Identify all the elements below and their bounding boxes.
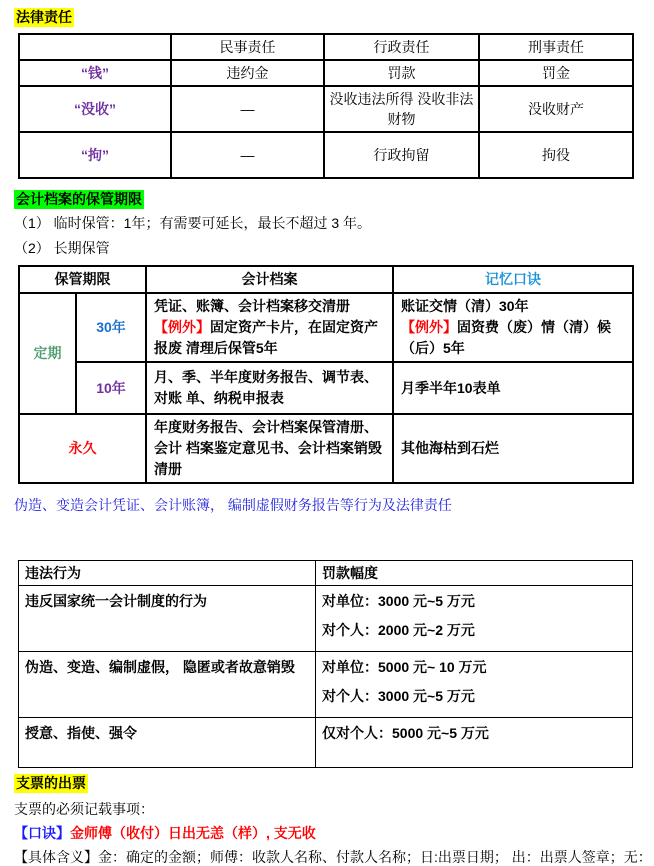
t2-30y-archive [146,293,393,362]
t2-30y-archive-main: 凭证、账簿、会计档案移交清册 [154,298,350,314]
t2-10y-mnemonic: 月季半年10表单 [393,362,633,414]
t3-row3-fines [316,718,633,768]
t2-30y-period: 30年 [76,293,146,362]
t2-header-archive: 会计档案 [146,266,393,293]
t2-30y-archive-exception: 固定资产卡片，在固定资产报废 清理后保管5年 [154,319,378,356]
t1-detain-criminal: 拘役 [479,132,633,178]
archive-retention-title: 会计档案的保管期限 [16,191,142,207]
t2-forever-mnemonic: 其他海枯到石烂 [393,414,633,483]
koujue-line [14,825,654,842]
t3-header-fine: 罚款幅度 [316,561,633,586]
t3-row2-fine-person: 对个人：3000 元~5 万元 [322,688,475,704]
t3-row2-behavior: 伪造、变造、编制虚假， 隐匿或者故意销毁 [19,652,316,718]
koujue-label: 【口诀】 [14,825,70,841]
t3-row1-fines [316,586,633,652]
t3-row2-fine-unit: 对单位：5000 元~ 10 万元 [322,659,487,675]
t2-regular-label: 定期 [19,293,76,414]
t2-30y-mnemonic [393,293,633,362]
t2-forever-archive: 年度财务报告、会计档案保管清册、会计 档案鉴定意见书、会计档案销毁清册 [146,414,393,483]
forgery-note: 伪造、变造会计凭证、会计账簿， 编制虚假财务报告等行为及法律责任 [14,497,452,513]
t2-30y-mnemonic-main: 账证交情（清）30年 [401,298,529,314]
section-legal-liability-heading [14,8,654,27]
t2-30y-exception-label: 【例外】 [154,319,210,335]
t3-row1-behavior: 违反国家统一会计制度的行为 [19,586,316,652]
t1-row-confiscate-label: “没收” [19,86,171,132]
legal-liability-title: 法律责任 [16,9,72,25]
t2-30y-mnemonic-exception: 固资费（废）情（清）候（后）5年 [401,319,611,356]
t3-row2-fines [316,652,633,718]
t1-money-civil: 违约金 [171,60,324,86]
t1-corner-cell [19,34,171,60]
cheque-issue-title: 支票的出票 [16,775,86,791]
t1-row-detain-label: “拘” [19,132,171,178]
t1-header-civil: 民事责任 [171,34,324,60]
t2-header-mnemonic: 记忆口诀 [393,266,633,293]
t1-money-criminal: 罚金 [479,60,633,86]
t1-detain-civil: — [171,132,324,178]
t3-header-behavior: 违法行为 [19,561,316,586]
t2-header-period: 保管期限 [19,266,146,293]
t3-row1-fine-person: 对个人：2000 元~2 万元 [322,622,475,638]
t2-30y-mnemonic-exception-label: 【例外】 [401,319,457,335]
t3-row3-fine-person-only: 仅对个人：5000 元~5 万元 [322,725,489,741]
legal-liability-table [18,33,634,179]
t2-10y-period: 10年 [76,362,146,414]
fines-table [18,560,633,768]
t3-row1-fine-unit: 对单位：3000 元~5 万元 [322,593,475,609]
t1-confiscate-civil: — [171,86,324,132]
t1-header-admin: 行政责任 [324,34,479,60]
document-page [0,8,654,865]
temp-keep-paragraph: （1） 临时保管：1年；有需要可延长，最长不超过 3 年。 [14,215,372,231]
koujue-text: 金师傅（收付）日出无恙（样）, 支无收 [70,825,316,841]
section-archive-heading [14,190,654,209]
t2-forever-label: 永久 [19,414,146,483]
t1-header-criminal: 刑事责任 [479,34,633,60]
meaning-line: 【具体含义】金：确定的金额；师傅：收款人名称、付款人名称；日:出票日期； 出：出票人签章；无： [14,849,652,865]
t1-detain-admin: 行政拘留 [324,132,479,178]
archive-retention-table [18,265,634,484]
t1-confiscate-criminal: 没收财产 [479,86,633,132]
t3-row3-behavior: 授意、指使、强令 [19,718,316,768]
t2-10y-archive: 月、季、半年度财务报告、调节表、对账 单、纳税申报表 [146,362,393,414]
cheque-must-paragraph: 支票的必须记载事项： [14,801,154,817]
t1-money-admin: 罚款 [324,60,479,86]
t1-row-money-label: “钱” [19,60,171,86]
long-keep-paragraph: （2） 长期保管 [14,240,110,256]
t1-confiscate-admin: 没收违法所得 没收非法财物 [324,86,479,132]
section-cheque-heading [14,774,654,793]
